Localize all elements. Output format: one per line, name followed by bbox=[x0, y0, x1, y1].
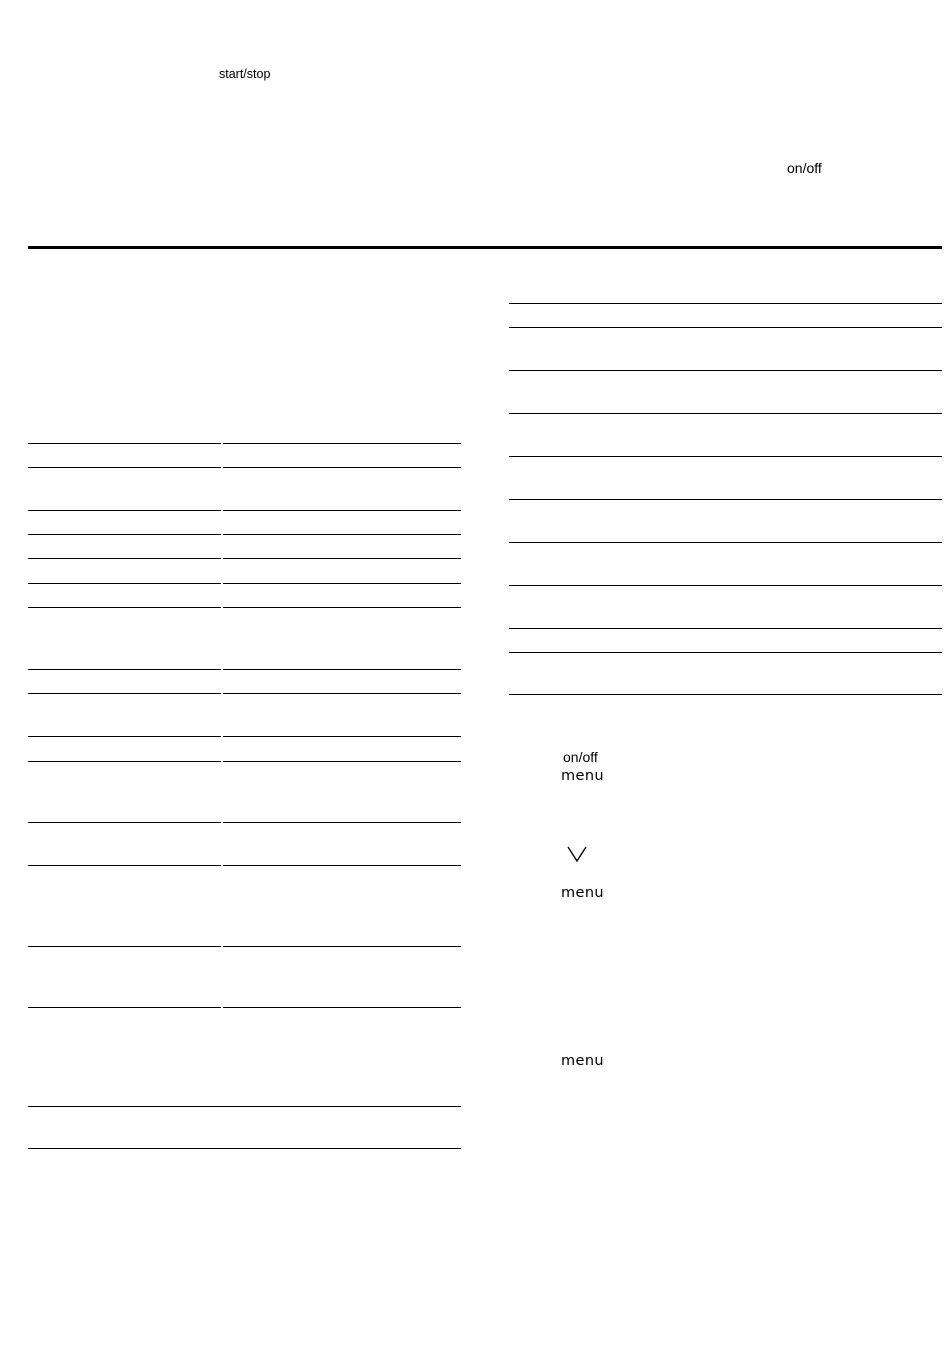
table-row bbox=[223, 946, 461, 947]
table-row bbox=[28, 693, 221, 694]
menu-button-label: menu bbox=[561, 885, 605, 901]
left-settings-table bbox=[28, 0, 461, 1369]
table-row bbox=[509, 542, 942, 543]
table-row bbox=[509, 370, 942, 371]
table-row bbox=[28, 467, 221, 468]
on-off-button-label: on/off bbox=[563, 749, 598, 765]
menu-button-label: menu bbox=[561, 1053, 605, 1069]
table-row bbox=[28, 607, 221, 608]
table-row bbox=[509, 413, 942, 414]
table-row bbox=[509, 327, 942, 328]
table-row bbox=[223, 669, 461, 670]
table-row bbox=[28, 822, 221, 823]
table-row bbox=[223, 761, 461, 762]
table-row bbox=[223, 558, 461, 559]
table-row bbox=[509, 303, 942, 304]
chevron-down-icon bbox=[566, 845, 588, 863]
right-settings-table bbox=[509, 0, 942, 1369]
on-off-button-label: on/off bbox=[787, 160, 822, 176]
table-row bbox=[223, 583, 461, 584]
table-row bbox=[223, 736, 461, 737]
table-row bbox=[28, 1007, 221, 1008]
table-row bbox=[509, 499, 942, 500]
table-row bbox=[28, 558, 221, 559]
table-row bbox=[28, 761, 221, 762]
table-row bbox=[223, 822, 461, 823]
menu-button-label: menu bbox=[561, 768, 605, 784]
table-row bbox=[28, 1106, 461, 1107]
table-row bbox=[223, 534, 461, 535]
table-row bbox=[223, 607, 461, 608]
table-row bbox=[223, 693, 461, 694]
table-row bbox=[28, 669, 221, 670]
table-row bbox=[223, 1007, 461, 1008]
table-row bbox=[223, 467, 461, 468]
table-row bbox=[509, 628, 942, 629]
table-row bbox=[509, 585, 942, 586]
table-row bbox=[28, 946, 221, 947]
table-row bbox=[223, 443, 461, 444]
table-row bbox=[509, 694, 942, 695]
table-row bbox=[223, 865, 461, 866]
table-row bbox=[509, 456, 942, 457]
table-row bbox=[28, 534, 221, 535]
table-row bbox=[28, 510, 221, 511]
table-row bbox=[28, 443, 221, 444]
table-row bbox=[28, 865, 221, 866]
table-row bbox=[28, 583, 221, 584]
start-stop-button-label: start/stop bbox=[219, 67, 271, 81]
table-row bbox=[509, 652, 942, 653]
table-row bbox=[28, 1148, 461, 1149]
table-row bbox=[223, 510, 461, 511]
table-row bbox=[28, 736, 221, 737]
